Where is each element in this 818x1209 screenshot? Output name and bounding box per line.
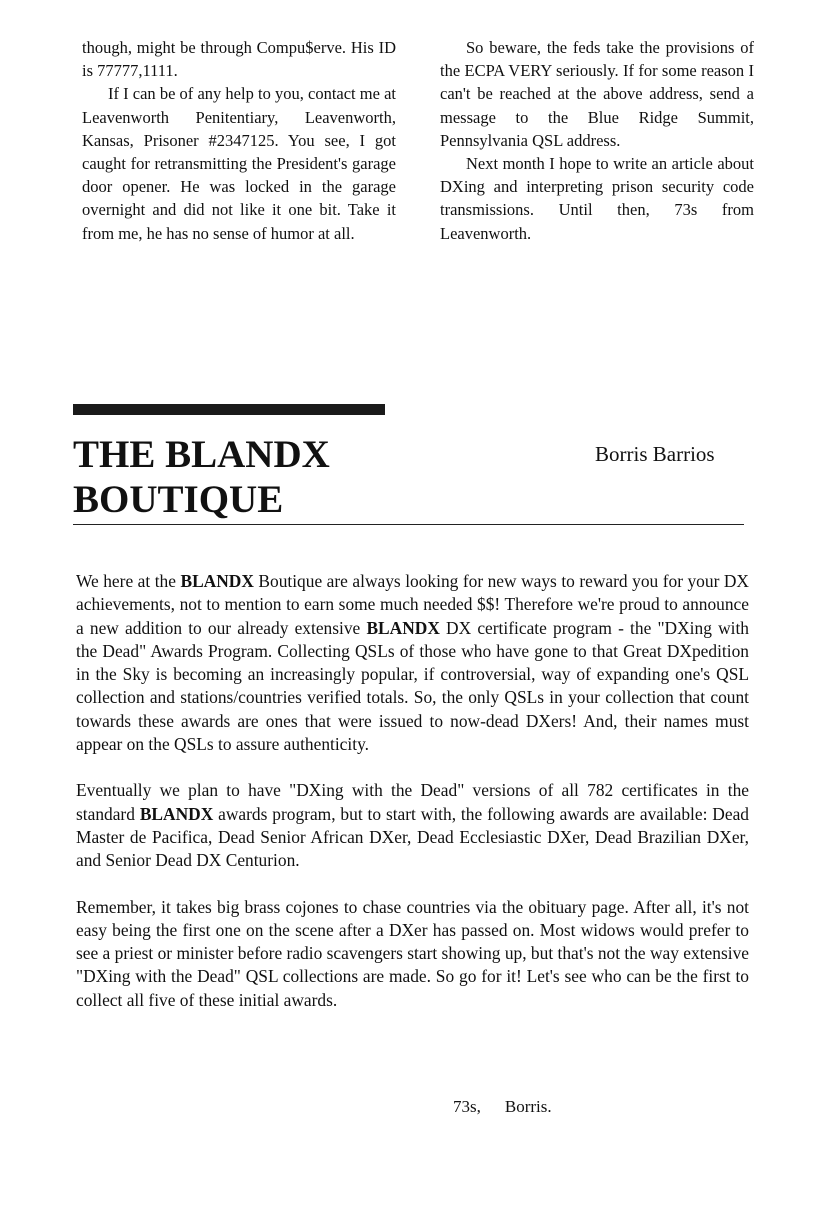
article-author: Borris Barrios: [595, 442, 715, 466]
text-run: Eventually we plan to have "DXing with the Dead" versions of all 782 certificates in the standard: [76, 780, 749, 824]
right-paragraph-1: So beware, the feds take the provisions of the ECPA VERY seriously. If for some reason I can't be reached at the above address, send a message to the Blue Ridge Summit, Pennsylvania QSL address.: [440, 38, 754, 150]
article-title-line-1: THE BLANDX: [73, 433, 330, 476]
signoff: [453, 1097, 552, 1117]
article-paragraph-3: Remember, it takes big brass cojones to chase countries via the obituary page. After all, it's not easy being the first one on the scene after a DXer has passed on. Most widows would prefer to see a priest or minister before radio scavengers start showing up, but that's not the way extensive "DXing with the Dead" QSL collections are made. So go for it! Let's see who can be the first to collect all five of these initial awards.: [76, 896, 749, 1010]
article-title-line-2: BOUTIQUE: [73, 478, 284, 521]
brand-name: BLANDX: [366, 617, 440, 638]
title-divider: [73, 524, 744, 525]
article-paragraph-2: [76, 779, 749, 872]
brand-name: BLANDX: [180, 571, 254, 591]
right-paragraph-2: Next month I hope to write an article about DXing and interpreting prison security code transmissions. Until then, 73s from Leavenworth.: [440, 154, 754, 243]
text-run: Boutique are always looking for new ways to reward you for your DX achievements, not to mention to earn some much needed $$! Therefore we're proud to announce a new addition to our already extensive: [76, 571, 749, 638]
left-paragraph-2: If I can be of any help to you, contact me at Leavenworth Penitentiary, Leavenworth, Kansas, Prisoner #2347125. You see, I got caught for retransmitting the President's garage door opener. He was locked in the garage overnight and did not like it one bit. Take it from me, he has no sense of humor at all.: [82, 84, 396, 243]
article-body: [76, 570, 749, 1035]
brand-name: BLANDX: [139, 803, 214, 824]
left-column: [82, 36, 396, 245]
article-paragraph-1: [76, 570, 749, 756]
article-title: [73, 432, 330, 522]
text-run: We here at the: [76, 571, 181, 591]
signoff-name: Borris.: [504, 1097, 552, 1116]
left-paragraph-1: though, might be through Compu$erve. His ID is 77777,1111.: [82, 38, 396, 81]
section-title-bar: [73, 404, 385, 415]
text-run: DX certificate program - the "DXing with the Dead" Awards Program. Collecting QSLs of those who have gone to that Great DXpedition in the Sky is becoming an increasingly popular, if controversial, way of expanding one's QSL collection and stations/countries verified totals. So, the only QSLs in your collection that count towards these awards are ones that were issued to now-dead DXers! And, their names must appear on the QSLs to assure authenticity.: [76, 617, 749, 755]
signoff-greeting: 73s,: [453, 1097, 481, 1116]
right-column: [440, 36, 754, 245]
text-run: awards program, but to start with, the following awards are available: Dead Master de Pacifica, Dead Senior African DXer, Dead Ecclesiastic DXer, Dead Brazilian DXer, and Senior Dead DX Centurion.: [76, 803, 750, 871]
